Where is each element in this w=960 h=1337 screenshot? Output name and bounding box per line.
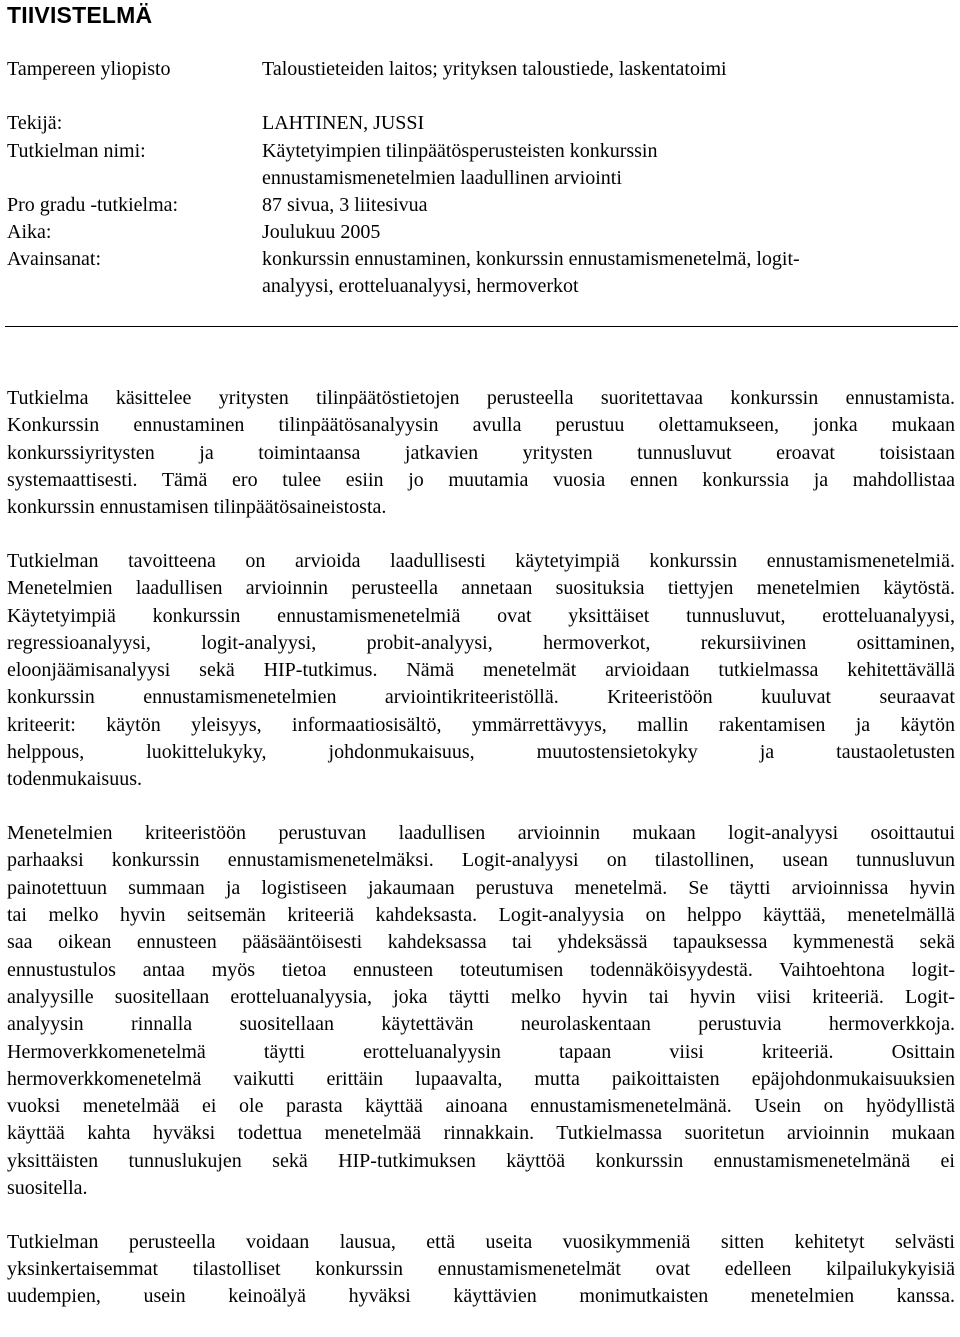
text-line: kriteerit: käytön yleisyys, informaatiosisältö, ymmärrettävyys, mallin rakentamisen ja käytön [7, 713, 955, 736]
text-line: hermoverkkomenetelmä vaikutti erittäin lupaavalta, mutta paikoittaisten epäjohdonmukaisuuksien [7, 1067, 955, 1090]
author-value: LAHTINEN, JUSSI [262, 112, 425, 134]
text-line: analyysille suositellaan erotteluanalyysia, joka täytti melko hyvin tai hyvin viisi kriteeriä. Logit- [7, 985, 955, 1008]
text-line: eloonjäämisanalyysi sekä HIP-tutkimus. Nämä menetelmät arvioidaan tutkielmassa kehitettävällä [7, 659, 955, 682]
author-label: Tekijä: [7, 112, 63, 134]
abstract-heading: TIIVISTELMÄ [7, 2, 153, 28]
text-line: Konkurssin ennustaminen tilinpäätösanalyysin avulla perustuu olettamukseen, jonka mukaan [7, 414, 955, 437]
text-line: regressioanalyysi, logit-analyysi, probit-analyysi, hermoverkot, rekursiivinen osittaminen, [7, 631, 955, 654]
text-line: konkurssiyritysten ja toimintaansa jatkavien yritysten tunnusluvut eroavat toisistaan [7, 441, 955, 464]
text-line: käyttää kahta hyväksi todettua menetelmää rinnakkain. Tutkielmassa suoritetun arvioinnin mukaan [7, 1122, 955, 1145]
text-line: systemaattisesti. Tämä ero tulee esiin jo muutamia vuosia ennen konkurssia ja mahdollistaa [7, 468, 955, 491]
text-line: ennustustulos antaa myös tietoa ennusteen toteutumisen todennäköisyydestä. Vaihtoehtona logit- [7, 958, 955, 981]
text-line: analyysin rinnalla suositellaan käytettävän neurolaskentaan perustuvia hermoverkkoja. [7, 1013, 955, 1036]
text-line: konkurssin ennustamismenetelmien arviointikriteeristöllä. Kriteeristöön kuuluvat seuraavat [7, 686, 955, 709]
text-line: uudempien, usein keinoälyä hyväksi käyttävien monimutkaisten menetelmien kanssa. [7, 1285, 955, 1308]
date-label: Aika: [7, 221, 52, 243]
date-value: Joulukuu 2005 [262, 221, 381, 243]
text-line: helppous, luokittelukyky, johdonmukaisuus, muutostensietokyky ja taustaoletusten [7, 741, 955, 764]
text-line: saa oikean ennusteen pääsääntöisesti kahdeksassa tai yhdeksässä tapauksessa kymmenestä sekä [7, 931, 955, 954]
keywords-line: konkurssin ennustaminen, konkurssin ennustamismenetelmä, logit- [262, 248, 800, 270]
text-line: parhaaksi konkurssin ennustamismenetelmäksi. Logit-analyysi on tilastollinen, usean tunnusluvun [7, 849, 955, 872]
text-line: yksinkertaisemmat tilastolliset konkurssin ennustamismenetelmät ovat edelleen kilpailukykyisiä [7, 1258, 955, 1281]
text-line: Tutkielman tavoitteena on arvioida laadullisesti käytetyimpiä konkurssin ennustamismenetelmiä. [7, 549, 955, 572]
page-count-value: 87 sivua, 3 liitesivua [262, 194, 428, 216]
text-line: suositella. [7, 1177, 88, 1200]
thesis-title-line: Käytetyimpien tilinpäätösperusteisten konkurssin [262, 140, 658, 162]
text-line: Tutkielma käsittelee yritysten tilinpäätöstietojen perusteella suoritettavaa konkurssin ennustamista. [7, 387, 955, 409]
text-line: Tutkielman perusteella voidaan lausua, että useita vuosikymmeniä sitten kehitetyt selvästi [7, 1230, 955, 1253]
text-line: konkurssin ennustamisen tilinpäätösaineistosta. [7, 496, 387, 519]
text-line: Hermoverkkomenetelmä täytti erotteluanalyysin tapaan viisi kriteeriä. Osittain [7, 1040, 955, 1063]
abstract-paragraph [7, 548, 955, 794]
text-line: painotettuun summaan ja logistiseen jakaumaan perustuva menetelmä. Se täytti arvioinnissa hyvin [7, 876, 955, 899]
abstract-paragraph [7, 1229, 955, 1311]
keywords-line: analyysi, erotteluanalyysi, hermoverkot [262, 275, 579, 297]
abstract-paragraph [7, 820, 955, 1202]
text-line: Menetelmien kriteeristöön perustuvan laadullisen arvioinnin mukaan logit-analyysi osoittautui [7, 822, 955, 845]
university-label: Tampereen yliopisto [7, 58, 171, 80]
text-line: Käytetyimpiä konkurssin ennustamismenetelmiä ovat yksittäiset tunnusluvut, erotteluanalyysi, [7, 604, 955, 627]
text-line: Menetelmien laadullisen arvioinnin perusteella annetaan suosituksia tiettyjen menetelmien käytöstä. [7, 577, 955, 600]
abstract-body [7, 385, 955, 1337]
keywords-label: Avainsanat: [7, 248, 102, 270]
thesis-type-label: Pro gradu -tutkielma: [7, 194, 179, 216]
thesis-title-line: ennustamismenetelmien laadullinen arviointi [262, 167, 622, 189]
text-line: vuoksi menetelmää ei ole parasta käyttää ainoana ennustamismenetelmänä. Usein on hyödyllistä [7, 1095, 955, 1118]
abstract-paragraph [7, 385, 955, 521]
text-line: todenmukaisuus. [7, 768, 142, 791]
section-divider [5, 326, 958, 327]
text-line: yksittäisten tunnuslukujen sekä HIP-tutkimuksen käyttöä konkurssin ennustamismenetelmänä ei [7, 1149, 955, 1172]
thesis-title-label: Tutkielman nimi: [7, 140, 146, 162]
text-line: tai melko hyvin seitsemän kriteeriä kahdeksasta. Logit-analyysia on helppo käyttää, menetelmällä [7, 904, 955, 927]
department-value: Taloustieteiden laitos; yrityksen taloustiede, laskentatoimi [262, 58, 727, 80]
